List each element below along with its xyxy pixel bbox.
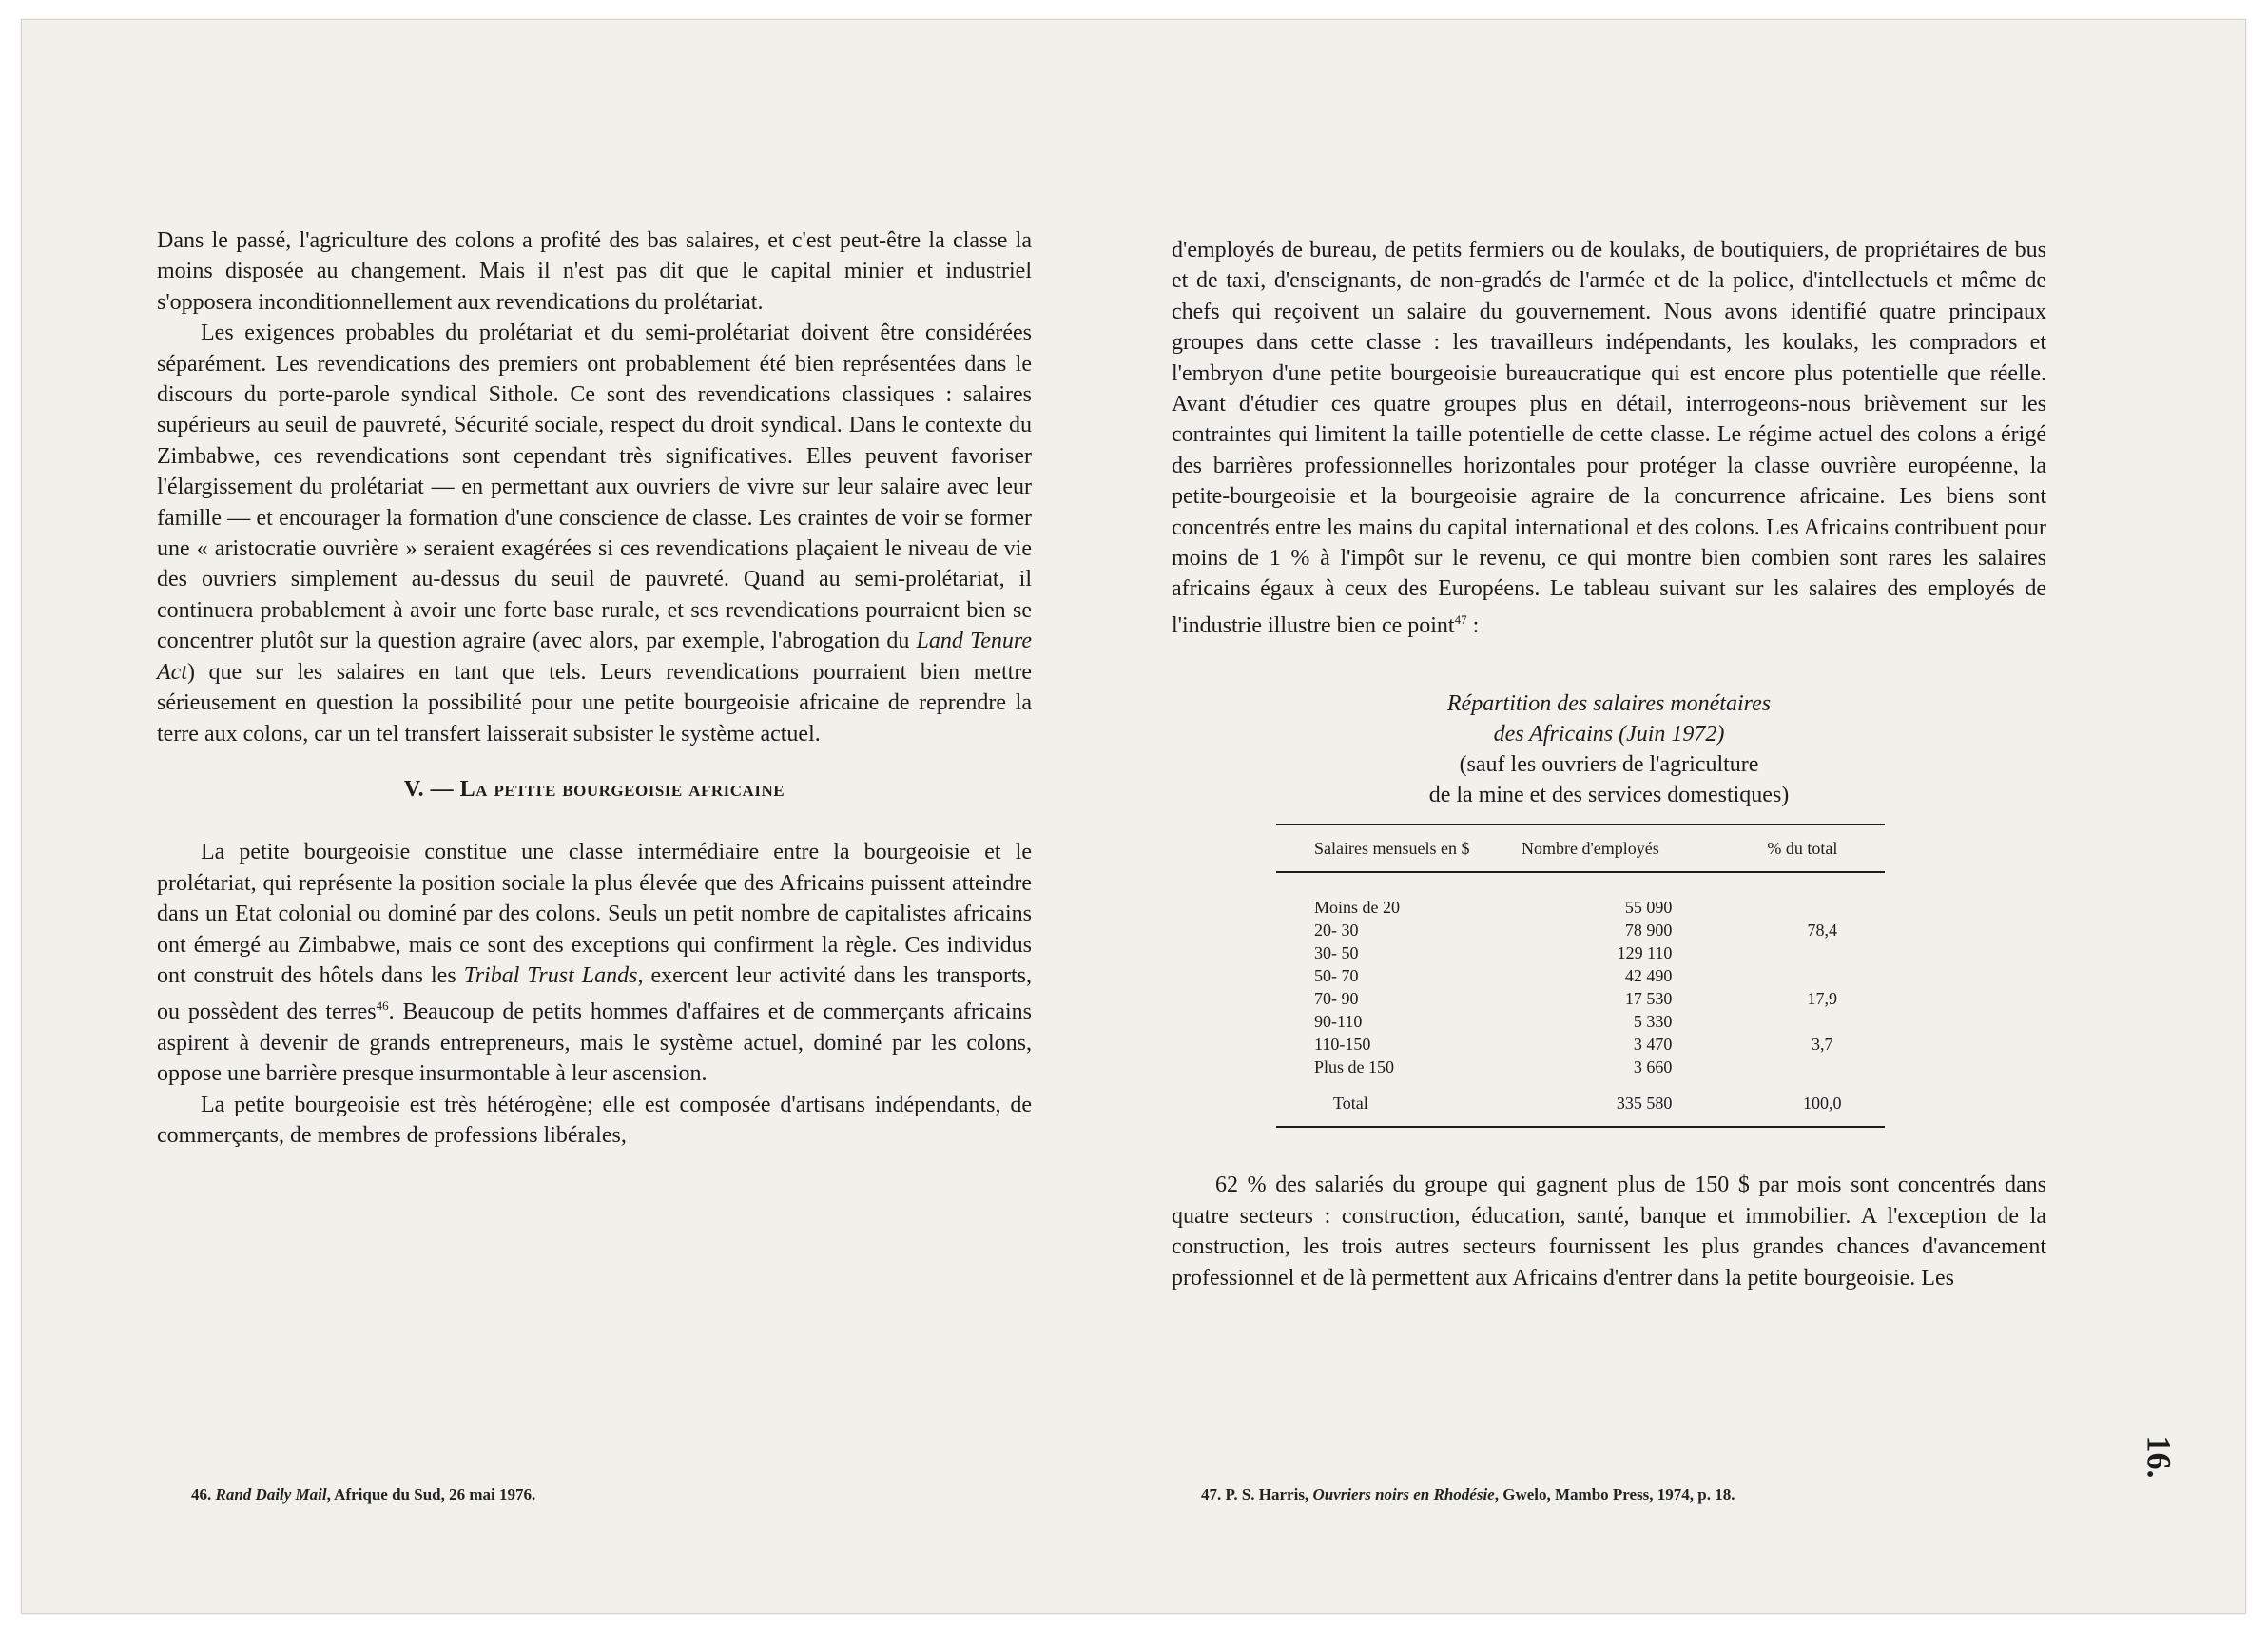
paragraph: La petite bourgeoisie constitue une classe intermédiaire entre la bourgeoisie et le prolétariat, qui représente la position sociale la plus élevée que des Africains puissent atteindre dans un Etat colonial ou dominé par des colons. Seuls un petit nombre de capitalistes africains ont émergé au Zimbabwe, mais ce sont des exceptions qui confirment la règle. Ces individus ont construit des hôtels dans les Tribal Trust Lands, exercent leur activité dans les transports, ou possèdent des terres$^{46}$. Beaucoup de petits hommes d'affaires et de commerçants africains aspirent à devenir de grands entrepreneurs, mais le système actuel, dominé par les colons, oppose une barrière presque insurmontable à leur ascension.	[157, 840, 1033, 1087]
total-label: Total	[1276, 1078, 1483, 1127]
document-page	[21, 19, 2246, 1614]
cell-count: 3 470	[1633, 1035, 1673, 1055]
table-row	[1276, 919, 1885, 941]
cell-count: 5 330	[1633, 1012, 1673, 1032]
left-column	[157, 225, 1032, 1151]
cell-percent: 3,7	[1811, 1035, 1833, 1055]
cell-range: 30- 50	[1314, 943, 1359, 963]
cell-range: 50- 70	[1314, 966, 1359, 986]
paragraph: Les exigences probables du prolétariat et du semi-prolétariat doivent être considérées séparément. Les revendications des premiers ont probablement été bien représentées dans le discours du porte-parole syndical Sithole. Ce sont des revendications classiques : salaires supérieurs au seuil de pauvreté, Sécurité sociale, respect du droit syndical. Dans le contexte du Zimbabwe, ces revendications sont cependant très significatives. Elles peuvent favoriser l'élargissement du prolétariat — en permettant aux ouvriers de vivre sur leur salaire avec leur famille — et encourager la formation d'une conscience de classe. Les craintes de voir se former une « aristocratie ouvrière » seraient exagérées si ces revendications plaçaient le niveau de vie des ouvriers simplement au-dessus du seuil de pauvreté. Quand au semi-prolétariat, il continuera probablement à avoir une forte base rurale, et ses revendications pourraient bien se concentrer plutôt sur la question agraire (avec alors, par exemple, l'abrogation du Land Tenure Act) que sur les salaires en tant que tels. Leurs revendications pourraient bien mettre sérieusement en question la possibilité pour une petite bourgeoisie africaine de reprendre la terre aux colons, car un tel transfert laisserait subsister le système actuel.	[157, 320, 1033, 747]
table-row	[1276, 964, 1885, 987]
column-header: % du total	[1729, 825, 1885, 872]
italic-title: Land Tenure Act	[157, 629, 1033, 685]
cell-range: 90-110	[1314, 1012, 1363, 1032]
right-column	[1172, 235, 2046, 1293]
total-count: 335 580	[1483, 1078, 1729, 1127]
paragraph: 62 % des salariés du groupe qui gagnent plus de 150 $ par mois sont concentrés dans quatre secteurs : construction, éducation, santé, banque et immobilier. A l'exception de la construction, les trois autres secteurs fournissent les plus grandes chances d'avancement professionnel et de là permettent aux Africains d'entrer dans la petite bourgeoisie. Les	[1172, 1173, 2046, 1290]
page-number: 16.	[2140, 1435, 2179, 1479]
table-header-row	[1276, 825, 1885, 872]
cell-percent: 78,4	[1807, 921, 1837, 941]
footnote-46: 46. Rand Daily Mail, Afrique du Sud, 26 mai 1976.	[191, 1485, 536, 1504]
footnote-ref: 46	[376, 999, 389, 1014]
column-header: Salaires mensuels en $	[1276, 825, 1483, 872]
table-row	[1276, 1033, 1885, 1056]
cell-count: 129 110	[1617, 943, 1673, 963]
table-row	[1276, 872, 1885, 919]
cell-range: 110-150	[1314, 1035, 1371, 1055]
table-subtitle: (sauf les ouvriers de l'agriculture de la mine et des services domestiques)	[1428, 752, 1790, 808]
table-row	[1276, 987, 1885, 1010]
paragraph: La petite bourgeoisie est très hétérogène; elle est composée d'artisans indépendants, de commerçants, de membres de professions libérales,	[157, 1092, 1032, 1148]
cell-count: 42 490	[1624, 966, 1673, 986]
paragraph: Dans le passé, l'agriculture des colons a profité des bas salaires, et c'est peut-être la classe la moins disposée au changement. Mais il n'est pas dit que le capital minier et industriel s'opposera inconditionnellement aux revendications du prolétariat.	[157, 228, 1032, 315]
table-total-row	[1276, 1078, 1885, 1127]
cell-count: 78 900	[1624, 921, 1673, 941]
cell-count: 3 660	[1633, 1058, 1673, 1077]
table-row	[1276, 1010, 1885, 1033]
footnote-ref: 47	[1454, 611, 1467, 627]
cell-range: 20- 30	[1314, 921, 1359, 941]
footnote-47: 47. P. S. Harris, Ouvriers noirs en Rhodésie, Gwelo, Mambo Press, 1974, p. 18.	[1201, 1485, 1735, 1504]
italic-title: Tribal Trust Lands	[463, 962, 638, 988]
cell-range: 70- 90	[1314, 989, 1359, 1009]
cell-range: Moins de 20	[1314, 898, 1400, 918]
total-percent: 100,0	[1729, 1078, 1885, 1127]
cell-count: 55 090	[1624, 898, 1673, 918]
table-title: Répartition des salaires monétaires des Africains (Juin 1972)	[1446, 691, 1772, 747]
section-heading: V. — La petite bourgeoisie africaine	[403, 776, 785, 802]
paragraph: d'employés de bureau, de petits fermiers ou de koulaks, de boutiquiers, de propriétaires de bus et de taxi, d'enseignants, de non-gradés de l'armée et de la police, d'intellectuels et même de chefs qui reçoivent un salaire du gouvernement. Nous avons identifié quatre principaux groupes dans cette classe : les travailleurs indépendants, les koulaks, les compradors et l'embryon d'une petite bourgeoisie bureaucratique qui est encore plus potentielle que réelle. Avant d'étudier ces quatre groupes plus en détail, interrogeons-nous brièvement sur les contraintes qui limitent la taille potentielle de cette classe. Le régime actuel des colons a érigé des barrières professionnelles horizontales pour protéger la classe ouvrière européenne, la petite-bourgeoisie et la bourgeoisie agraire de la concurrence africaine. Les biens sont concentrés entre les mains du capital international et des colons. Les Africains contribuent pour moins de 1 % à l'impôt sur le revenu, ce qui montre bien combien sont rares les salaires africains égaux à ceux des Européens. Le tableau suivant sur les salaires des employés de l'industrie illustre bien ce point$^{47}$ :	[1172, 238, 2046, 638]
cell-count: 17 530	[1624, 989, 1673, 1009]
cell-percent: 17,9	[1807, 989, 1837, 1009]
table-row	[1276, 1056, 1885, 1078]
salary-table	[1276, 824, 1885, 1128]
column-header: Nombre d'employés	[1483, 825, 1729, 872]
cell-range: Plus de 150	[1314, 1058, 1395, 1077]
table-row	[1276, 941, 1885, 964]
